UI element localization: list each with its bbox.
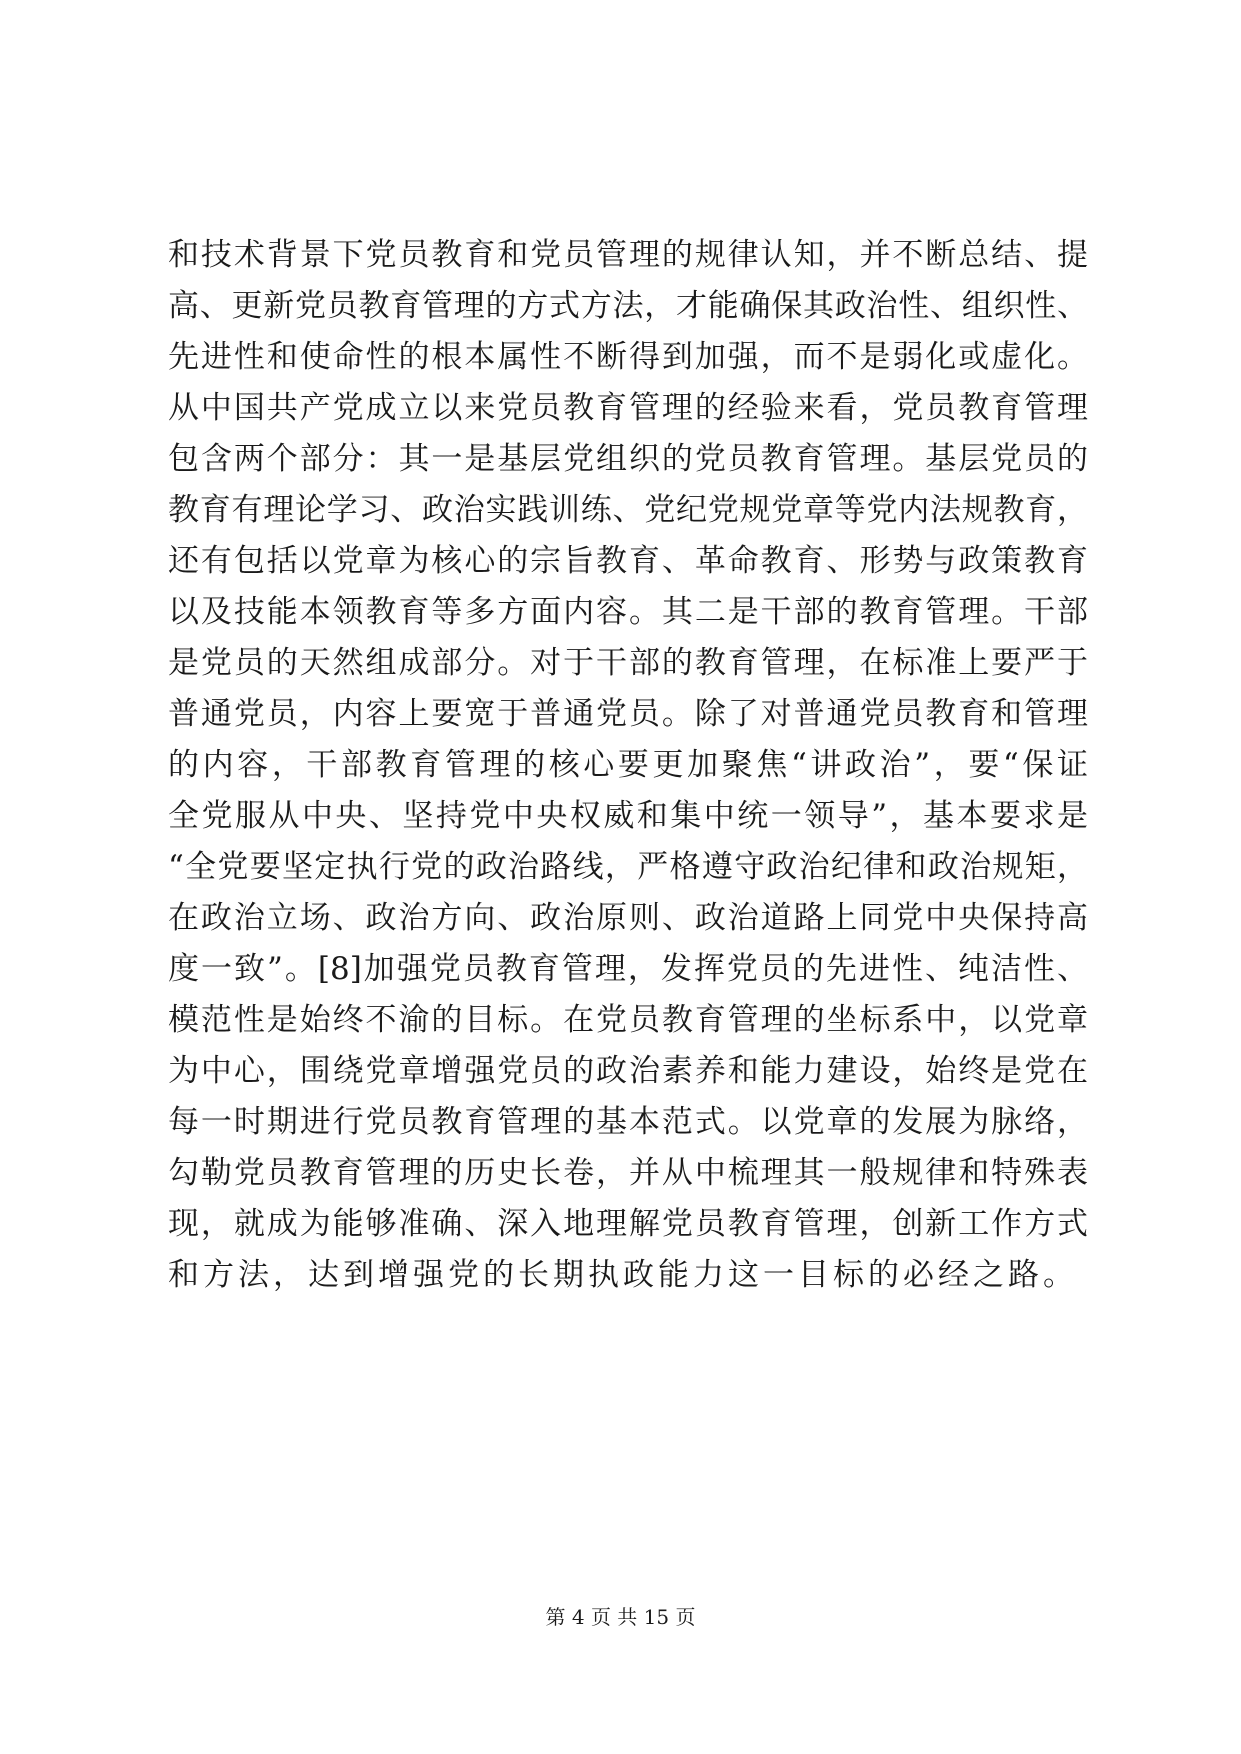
text-line: 包含两个部分：其一是基层党组织的党员教育管理。基层党员的 [168,441,1088,477]
text-line: 的内容，干部教育管理的核心要更加聚焦“讲政治”，要“保证 [168,747,1088,783]
text-line: 普通党员，内容上要宽于普通党员。除了对普通党员教育和管理 [168,696,1088,732]
text-line: 和方法，达到增强党的长期执政能力这一目标的必经之路。 [168,1257,1078,1293]
text-line: 模范性是始终不渝的目标。在党员教育管理的坐标系中，以党章 [168,1002,1088,1038]
text-line: 教育有理论学习、政治实践训练、党纪党规党章等党内法规教育， [168,492,1088,528]
text-line: “全党要坚定执行党的政治路线，严格遵守政治纪律和政治规矩， [168,849,1088,885]
text-line: 勾勒党员教育管理的历史长卷，并从中梳理其一般规律和特殊表 [168,1155,1088,1191]
text-line: 在政治立场、政治方向、政治原则、政治道路上同党中央保持高 [168,900,1088,936]
text-line: 从中国共产党成立以来党员教育管理的经验来看，党员教育管理 [168,390,1088,426]
text-line: 还有包括以党章为核心的宗旨教育、革命教育、形势与政策教育 [168,543,1088,579]
text-line: 现，就成为能够准确、深入地理解党员教育管理，创新工作方式 [168,1206,1088,1242]
text-line: 全党服从中央、坚持党中央权威和集中统一领导”，基本要求是 [168,798,1088,834]
text-line: 为中心，围绕党章增强党员的政治素养和能力建设，始终是党在 [168,1053,1088,1089]
text-line: 每一时期进行党员教育管理的基本范式。以党章的发展为脉络， [168,1104,1088,1140]
text-line: 和技术背景下党员教育和党员管理的规律认知，并不断总结、提 [168,237,1088,273]
text-line: 高、更新党员教育管理的方式方法，才能确保其政治性、组织性、 [168,288,1088,324]
page-number-footer: 第 4 页 共 15 页 [545,1605,696,1629]
text-line: 是党员的天然组成部分。对于干部的教育管理，在标准上要严于 [168,645,1088,681]
text-line: 以及技能本领教育等多方面内容。其二是干部的教育管理。干部 [168,594,1088,630]
text-line: 先进性和使命性的根本属性不断得到加强，而不是弱化或虚化。 [168,339,1088,375]
body-paragraph [168,230,1088,1301]
text-line: 度一致”。[8]加强党员教育管理，发挥党员的先进性、纯洁性、 [168,951,1088,987]
